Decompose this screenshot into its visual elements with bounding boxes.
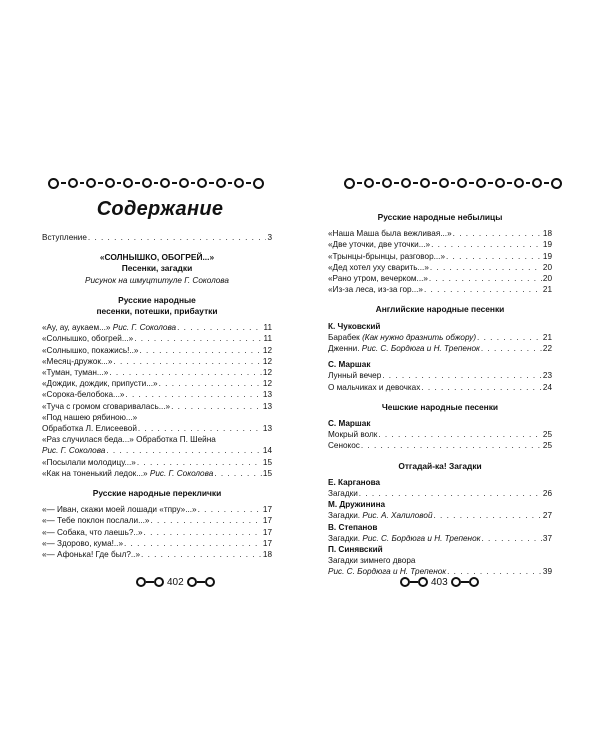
toc-entry[interactable]: «Из-за леса, из-за гор...» . . . 21 xyxy=(328,284,552,295)
author-name: К. Чуковский xyxy=(328,321,381,331)
toc-entry[interactable]: Лунный вечер . . . 23 xyxy=(328,370,552,381)
toc-entry[interactable]: «Трынцы-брынцы, разговор...» . . . 19 xyxy=(328,251,552,262)
toc-entry[interactable]: «Дед хотел уху сварить...» . . . 20 xyxy=(328,262,552,273)
toc-entry[interactable]: «— Здорово, кума!..» . . . 17 xyxy=(42,538,272,549)
toc-entry[interactable]: «Сорока-белобока...» . . . 13 xyxy=(42,389,272,400)
toc-entry-line[interactable]: «Под нашею рябиною...» xyxy=(42,412,138,422)
toc-entry[interactable]: Загадки . . . 26 xyxy=(328,488,552,499)
section-heading: песенки, потешки, прибаутки xyxy=(96,306,218,317)
page-number: 402 xyxy=(167,576,184,588)
author-name: Е. Карганова xyxy=(328,477,381,487)
page-number-ornament xyxy=(400,575,479,589)
page-number-ornament xyxy=(136,575,215,589)
toc-entry[interactable]: «Как на тоненький ледок...» Рис. Г. Соколова . . . 15 xyxy=(42,468,272,479)
toc-entry[interactable]: «— Афонька! Где был?..» . . . 18 xyxy=(42,549,272,560)
toc-entry[interactable]: «Наша Маша была вежливая...» . . . 18 xyxy=(328,228,552,239)
toc-entry[interactable]: «— Собака, что лаешь?..» . . . 17 xyxy=(42,527,272,538)
top-ornament xyxy=(342,176,564,190)
toc-entry[interactable]: «Ау, ау, аукаем...» Рис. Г. Соколова . . . 11 xyxy=(42,322,272,333)
toc-entry[interactable]: «— Иван, скажи моей лошади «тпру»...» . . . 17 xyxy=(42,504,272,515)
toc-entry[interactable]: «Месяц-дружок...» . . . 12 xyxy=(42,356,272,367)
section-heading: Русские народные небылицы xyxy=(377,212,503,222)
toc-entry[interactable]: Мокрый волк . . . 25 xyxy=(328,429,552,440)
toc-entry[interactable]: «Туча с громом сговаривалась...» . . . 13 xyxy=(42,401,272,412)
section-heading: «СОЛНЫШКО, ОБОГРЕЙ...» xyxy=(99,252,215,263)
author-name: П. Синявский xyxy=(328,545,383,555)
toc-entry[interactable]: «Солнышко, покажись!..» . . . 12 xyxy=(42,345,272,356)
illustration-credit: Рисунок на шмуцтитуле Г. Соколова xyxy=(85,275,229,285)
toc-entry[interactable]: «Туман, туман...» . . . 12 xyxy=(42,367,272,378)
toc-right xyxy=(328,212,552,578)
author-name: М. Дружинина xyxy=(328,500,386,510)
toc-entry-line[interactable]: «Раз случилася беда...» Обработка П. Шейна xyxy=(42,435,216,445)
toc-entry-line[interactable]: Загадки зимнего двора xyxy=(328,556,416,566)
toc-entry[interactable]: «Две уточки, две уточки...» . . . 19 xyxy=(328,239,552,250)
toc-entry[interactable]: «Посылали молодицу...» . . . 15 xyxy=(42,457,272,468)
toc-entry[interactable]: Барабек (Как нужно дразнить обжору) . . . 21 xyxy=(328,332,552,343)
toc-entry[interactable]: «Рано утром, вечерком...» . . . 20 xyxy=(328,273,552,284)
toc-entry[interactable]: «Солнышко, обогрей...» . . . 11 xyxy=(42,333,272,344)
section-heading: Отгадай-ка! Загадки xyxy=(398,460,482,471)
toc-entry[interactable]: Загадки. Рис. С. Бордюга и Н. Трепенок . . . 37 xyxy=(328,533,552,544)
page-title: Содержание xyxy=(96,198,224,220)
toc-entry[interactable]: Дженни. Рис. С. Бордюга и Н. Трепенок . . . 22 xyxy=(328,343,552,354)
toc-entry[interactable]: Загадки. Рис. А. Халиловой . . . 27 xyxy=(328,510,552,521)
toc-entry[interactable]: Обработка Л. Елисеевой . . . 13 xyxy=(42,423,272,434)
section-heading: Русские народные xyxy=(118,294,196,305)
author-name: С. Маршак xyxy=(328,419,371,429)
author-name: С. Маршак xyxy=(328,360,371,370)
toc-entry[interactable]: Вступление . . . 3 xyxy=(42,232,272,243)
author-name: В. Степанов xyxy=(328,522,378,532)
section-subheading: Песенки, загадки xyxy=(121,263,193,274)
top-ornament xyxy=(46,176,266,190)
toc-entry[interactable]: Рис. Г. Соколова . . . 14 xyxy=(42,445,272,456)
toc-entry[interactable]: «Дождик, дождик, припусти...» . . . 12 xyxy=(42,378,272,389)
toc-entry[interactable]: Сенокос . . . 25 xyxy=(328,440,552,451)
section-heading: Английские народные песенки xyxy=(375,304,505,315)
toc-entry[interactable]: Рис. С. Бордюга и Н. Трепенок . . . 39 xyxy=(328,566,552,577)
right-page xyxy=(300,0,600,750)
toc-entry[interactable]: О мальчиках и девочках . . . 24 xyxy=(328,382,552,393)
page-number: 403 xyxy=(431,576,448,588)
section-heading: Чешские народные песенки xyxy=(381,401,499,412)
toc-entry[interactable]: «— Тебе поклон послали...» . . . 17 xyxy=(42,515,272,526)
section-heading: Русские народные переклички xyxy=(92,488,222,499)
toc-left xyxy=(42,232,272,560)
